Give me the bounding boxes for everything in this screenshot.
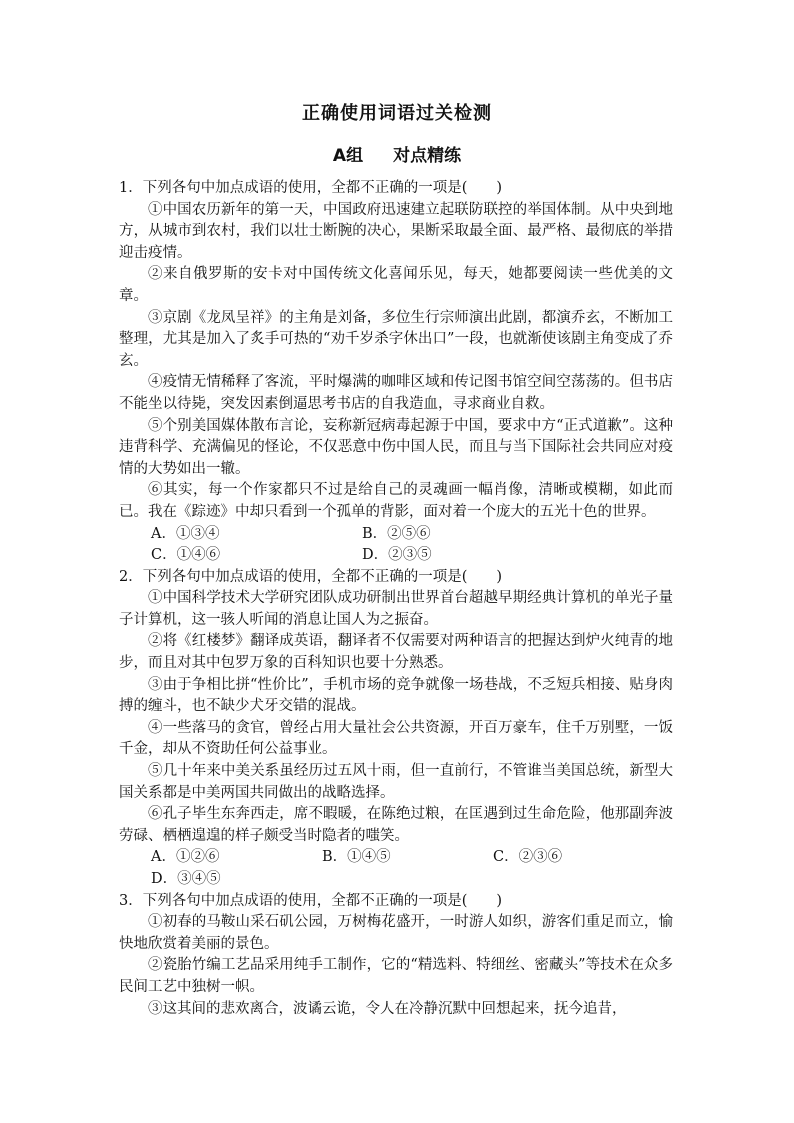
sentence-item: ①初春的马鞍山采石矶公园，万树梅花盛开，一时游人如织，游客们重足而立，愉快地欣赏着美丽的景色。 (119, 914, 673, 952)
question-1 (119, 178, 673, 567)
option-a[interactable]: A．①②⑥ (151, 849, 220, 866)
sentence-item: ②来自俄罗斯的安卡对中国传统文化喜闻乐见，每天，她都要阅读一些优美的文章。 (119, 266, 673, 304)
option-c[interactable]: C．②③⑥ (493, 849, 563, 866)
question-stem: 3．下列各句中加点成语的使用，全都不正确的一项是( ) (119, 892, 503, 909)
option-b[interactable]: B．①④⑤ (322, 849, 391, 866)
sentence-item: ⑥其实，每一个作家都只不过是给自己的灵魂画一幅肖像，清晰或模糊，如此而已。我在《踪迹》中却只看到一个孤单的背影，面对着一个庞大的五光十色的世界。 (119, 482, 673, 520)
question-2 (119, 567, 673, 891)
sentence-item: ④疫情无情稀释了客流，平时爆满的咖啡区域和传记图书馆空间空荡荡的。但书店不能坐以待毙，突发因素倒逼思考书店的自我造血，寻求商业自救。 (119, 374, 673, 412)
sentence-item: ⑥孔子毕生东奔西走，席不暇暖，在陈绝过粮，在匡遇到过生命危险，他那副奔波劳碌、栖栖遑遑的样子颇受当时隐者的嗤笑。 (119, 806, 673, 844)
sentence-item: ③京剧《龙凤呈祥》的主角是刘备，多位生行宗师演出此剧，都演乔玄，不断加工整理，尤其是加入了炙手可热的“劝千岁杀字休出口”一段，也就渐使该剧主角变成了乔玄。 (119, 309, 673, 369)
answer-options (119, 524, 673, 567)
sentence-item: ④一些落马的贪官，曾经占用大量社会公共资源，开百万豪车，住千万别墅，一饭千金，却从不资助任何公益事业。 (119, 719, 673, 758)
sentence-item: ③由于争相比拼“性价比”，手机市场的竞争就像一场巷战，不乏短兵相接、贴身肉搏的缠斗，也不缺少犬牙交错的混战。 (119, 676, 673, 715)
option-c[interactable]: C．①④⑥ (151, 547, 221, 564)
sentence-item: ②瓷胎竹编工艺品采用纯手工制作，它的“精选料、特细丝、密藏头”等技术在众多民间工艺中独树一帜。 (119, 957, 673, 995)
sentence-item: ③这其间的悲欢离合，波谲云诡，令人在冷静沉默中回想起来，抚今追昔， (148, 1000, 627, 1017)
document-title: 正确使用词语过关检测 (302, 103, 492, 124)
section-label: A组 (332, 146, 364, 166)
option-d[interactable]: D．②③⑤ (362, 547, 432, 564)
sentence-item: ②将《红楼梦》翻译成英语，翻译者不仅需要对两种语言的把握达到炉火纯青的地步，而且对其中包罗万象的百科知识也要十分熟悉。 (119, 633, 673, 672)
sentence-item: ⑤个别美国媒体散布言论，妄称新冠病毒起源于中国，要求中方“正式道歉”。这种违背科学、充满偏见的怪论，不仅恶意中伤中国人民，而且与当下国际社会共同应对疫情的大势如出一辙。 (119, 417, 673, 477)
answer-options (119, 847, 673, 890)
option-b[interactable]: B．②⑤⑥ (362, 525, 431, 542)
question-3 (119, 891, 673, 1021)
option-d[interactable]: D．③④⑤ (151, 871, 221, 887)
question-stem: 1．下列各句中加点成语的使用，全都不正确的一项是( ) (119, 180, 503, 196)
sentence-item: ①中国科学技术大学研究团队成功研制出世界首台超越早期经典计算机的单光子量子计算机，这一骇人听闻的消息让国人为之振奋。 (119, 590, 673, 628)
question-stem: 2．下列各句中加点成语的使用，全都不正确的一项是( ) (119, 568, 503, 585)
section-name: 对点精练 (393, 146, 462, 166)
option-a[interactable]: A．①③④ (151, 525, 220, 542)
section-heading (0, 146, 794, 168)
sentence-item: ⑤几十年来中美关系虽经历过五风十雨，但一直前行，不管谁当美国总统，新型大国关系都是中美两国共同做出的战略选择。 (119, 763, 673, 801)
questions-body (119, 178, 673, 1020)
sentence-item: ①中国农历新年的第一天，中国政府迅速建立起联防联控的举国体制。从中央到地方，从城市到农村，我们以壮士断腕的决心，果断采取最全面、最严格、最彻底的举措迎击疫情。 (119, 201, 673, 261)
